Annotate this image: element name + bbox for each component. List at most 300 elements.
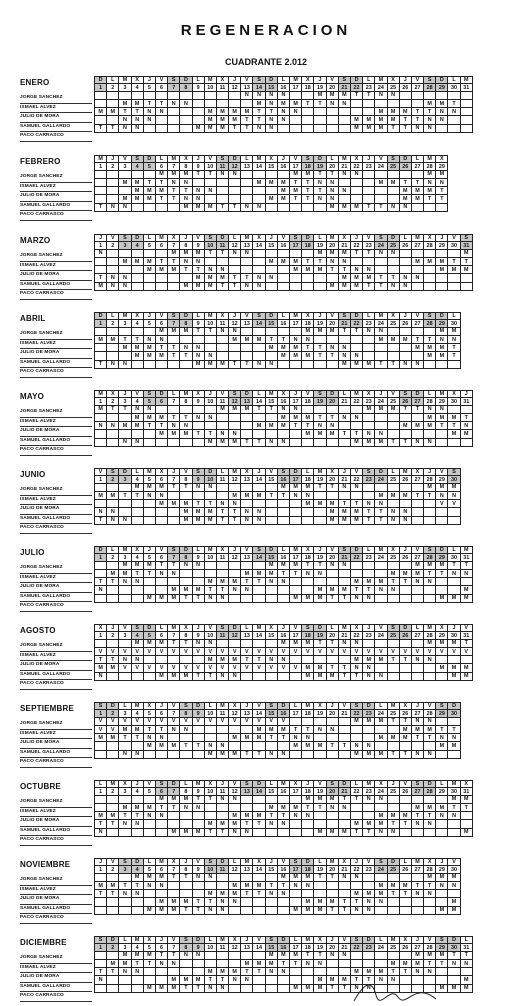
day-number-cell: 13 xyxy=(241,320,253,327)
shift-cell xyxy=(375,170,387,178)
shift-cell xyxy=(131,91,143,99)
shift-cell xyxy=(107,906,119,914)
shift-row xyxy=(95,352,461,360)
shift-cell: M xyxy=(216,274,228,282)
weekday-cell: D xyxy=(326,391,338,398)
day-number-cell: 18 xyxy=(302,320,314,327)
shift-cell xyxy=(155,976,167,984)
shift-cell xyxy=(143,508,155,516)
shift-cell xyxy=(326,405,338,413)
shift-cell: M xyxy=(131,951,143,959)
weekday-cell: J xyxy=(204,391,216,398)
shift-cell xyxy=(448,890,460,898)
day-number-cell: 2 xyxy=(107,320,119,327)
shift-cell: M xyxy=(436,344,448,352)
shift-cell: M xyxy=(168,430,180,438)
weekday-cell: L xyxy=(363,77,375,84)
day-number-cell: 22 xyxy=(350,398,362,405)
shift-cell: M xyxy=(314,500,326,508)
shift-cell: M xyxy=(375,820,387,828)
shift-cell: T xyxy=(180,413,192,421)
shift-cell: N xyxy=(265,116,277,124)
shift-cell xyxy=(338,422,350,430)
shift-row xyxy=(95,578,473,586)
shift-cell xyxy=(143,360,155,368)
day-number-cell: 27 xyxy=(411,710,423,717)
day-number-cell: 13 xyxy=(241,242,253,249)
shift-cell: N xyxy=(436,734,448,742)
shift-cell: N xyxy=(241,508,253,516)
shift-cell: T xyxy=(314,187,326,195)
day-number-cell: 21 xyxy=(338,554,350,561)
shift-cell: N xyxy=(241,282,253,290)
shift-row xyxy=(95,959,473,967)
day-number-cell: 19 xyxy=(314,398,326,405)
shift-cell: N xyxy=(350,639,362,647)
shift-cell: M xyxy=(314,266,326,274)
shift-cell: M xyxy=(192,828,204,836)
day-number-cell: 1 xyxy=(95,710,107,717)
day-number-cell: 7 xyxy=(168,242,180,249)
weekday-cell: M xyxy=(119,77,131,84)
shift-cell xyxy=(229,594,241,602)
shift-cell: N xyxy=(326,803,338,811)
weekday-cell: M xyxy=(241,859,253,866)
shift-cell xyxy=(216,195,228,203)
shift-cell xyxy=(363,108,375,116)
shift-cell: M xyxy=(448,413,460,421)
shift-cell: M xyxy=(363,274,375,282)
weekday-cell: V xyxy=(168,703,180,710)
weekday-cell: X xyxy=(424,859,436,866)
shift-cell: T xyxy=(399,116,411,124)
shift-cell: T xyxy=(180,639,192,647)
shift-cell: N xyxy=(375,795,387,803)
shift-cell: V xyxy=(241,664,253,672)
shift-cell xyxy=(119,873,131,881)
shift-cell: N xyxy=(229,898,241,906)
day-number-cell: 9 xyxy=(192,788,204,795)
staff-name: PACO CARRASCO xyxy=(20,368,92,378)
day-number-cell: 2 xyxy=(107,632,119,639)
day-number-cell: 17 xyxy=(290,632,302,639)
shift-cell xyxy=(107,170,119,178)
shift-cell xyxy=(363,491,375,499)
shift-cell: N xyxy=(131,890,143,898)
day-number-cell: 11 xyxy=(216,866,228,873)
shift-cell: M xyxy=(387,178,399,186)
shift-cell: T xyxy=(204,795,216,803)
weekday-cell: L xyxy=(277,313,289,320)
weekday-cell: V xyxy=(387,391,399,398)
shift-cell xyxy=(436,508,448,516)
day-number-cell: 23 xyxy=(363,320,375,327)
weekday-cell: D xyxy=(180,313,192,320)
shift-cell: T xyxy=(229,282,241,290)
shift-cell: T xyxy=(95,890,107,898)
day-number-cell: 8 xyxy=(180,320,192,327)
shift-cell: T xyxy=(436,422,448,430)
shift-cell xyxy=(277,124,289,132)
shift-cell xyxy=(411,413,423,421)
weekday-cell: V xyxy=(253,937,265,944)
staff-name: SAMUEL GALLARDO xyxy=(20,437,92,447)
shift-cell: M xyxy=(460,984,472,992)
weekday-cell: S xyxy=(253,313,265,320)
shift-cell: T xyxy=(411,812,423,820)
day-number-cell: 24 xyxy=(375,398,387,405)
shift-cell xyxy=(265,249,277,257)
shift-cell: M xyxy=(229,881,241,889)
shift-cell xyxy=(350,178,362,186)
shift-cell: M xyxy=(155,430,167,438)
shift-cell: N xyxy=(131,578,143,586)
shift-row xyxy=(95,717,461,725)
weekday-cell: X xyxy=(241,469,253,476)
shift-cell: M xyxy=(363,750,375,758)
day-number-cell: 23 xyxy=(363,84,375,91)
shift-cell xyxy=(290,820,302,828)
shift-cell: T xyxy=(107,656,119,664)
shift-cell: N xyxy=(131,116,143,124)
shift-cell: N xyxy=(314,959,326,967)
shift-cell: M xyxy=(155,594,167,602)
shift-cell xyxy=(424,898,436,906)
weekday-cell: D xyxy=(302,235,314,242)
shift-cell xyxy=(95,569,107,577)
day-number-cell: 26 xyxy=(399,554,411,561)
shift-cell: T xyxy=(338,795,350,803)
shift-cell: V xyxy=(411,647,423,655)
day-number-cell: 4 xyxy=(131,944,143,951)
day-number-cell: 10 xyxy=(204,242,216,249)
shift-cell xyxy=(216,99,228,107)
weekday-cell: S xyxy=(350,937,362,944)
shift-cell xyxy=(350,335,362,343)
shift-cell: T xyxy=(265,491,277,499)
shift-cell: M xyxy=(290,561,302,569)
shift-cell: M xyxy=(338,282,350,290)
staff-name: JULIO DE MORA xyxy=(20,817,92,827)
weekday-cell: M xyxy=(180,391,192,398)
shift-cell xyxy=(95,873,107,881)
shift-cell: V xyxy=(95,725,107,733)
shift-cell: M xyxy=(338,586,350,594)
shift-cell xyxy=(180,91,192,99)
weekday-cell: X xyxy=(155,469,167,476)
shift-cell: V xyxy=(204,717,216,725)
weekday-cell: D xyxy=(229,156,241,163)
shift-cell: M xyxy=(375,717,387,725)
weekday-cell: V xyxy=(424,703,436,710)
day-number-cell: 11 xyxy=(216,84,228,91)
shift-cell: T xyxy=(350,976,362,984)
shift-cell: M xyxy=(131,639,143,647)
day-number-cell: 8 xyxy=(180,632,192,639)
shift-cell xyxy=(338,881,350,889)
shift-cell xyxy=(411,249,423,257)
shift-cell: N xyxy=(107,274,119,282)
shift-cell: M xyxy=(143,639,155,647)
shift-cell: N xyxy=(168,959,180,967)
shift-cell: M xyxy=(326,430,338,438)
shift-cell xyxy=(180,274,192,282)
shift-cell: M xyxy=(95,491,107,499)
day-number-cell: 25 xyxy=(387,398,399,405)
shift-cell: N xyxy=(363,742,375,750)
shift-cell xyxy=(460,91,472,99)
month-block xyxy=(0,76,532,146)
shift-cell: M xyxy=(424,344,436,352)
shift-cell: N xyxy=(131,438,143,446)
shift-cell: M xyxy=(277,483,289,491)
shift-cell xyxy=(168,656,180,664)
shift-cell: N xyxy=(180,422,192,430)
shift-cell: M xyxy=(265,178,277,186)
shift-cell: N xyxy=(204,187,216,195)
day-number-cell: 16 xyxy=(277,398,289,405)
shift-cell xyxy=(95,483,107,491)
weekday-cell: D xyxy=(192,703,204,710)
shift-cell xyxy=(314,812,326,820)
shift-cell xyxy=(387,803,399,811)
shift-cell: N xyxy=(387,203,399,211)
shift-cell xyxy=(411,352,423,360)
shift-cell xyxy=(326,491,338,499)
day-number-cell: 22 xyxy=(350,163,362,170)
staff-names xyxy=(20,642,92,690)
shift-row xyxy=(95,483,461,491)
shift-cell: N xyxy=(326,344,338,352)
month-name: MARZO xyxy=(20,236,51,245)
shift-cell xyxy=(180,108,192,116)
shift-cell xyxy=(180,116,192,124)
shift-cell: M xyxy=(265,803,277,811)
shift-cell: M xyxy=(241,812,253,820)
weekday-cell: S xyxy=(229,391,241,398)
shift-cell: N xyxy=(204,352,216,360)
shift-cell: N xyxy=(216,906,228,914)
weekday-cell: M xyxy=(168,156,180,163)
shift-cell: N xyxy=(265,820,277,828)
weekday-cell: V xyxy=(290,625,302,632)
shift-cell: V xyxy=(143,664,155,672)
day-number-cell: 29 xyxy=(436,398,448,405)
shift-cell: N xyxy=(424,968,436,976)
shift-cell: M xyxy=(290,99,302,107)
weekday-cell: X xyxy=(216,313,228,320)
weekday-cell: L xyxy=(143,235,155,242)
day-number-cell: 28 xyxy=(424,944,436,951)
shift-cell: T xyxy=(216,203,228,211)
shift-cell: T xyxy=(350,828,362,836)
day-number-cell: 17 xyxy=(290,163,302,170)
shift-cell: M xyxy=(314,906,326,914)
shift-cell xyxy=(241,803,253,811)
shift-cell: T xyxy=(302,803,314,811)
shift-cell: M xyxy=(119,959,131,967)
shift-cell: V xyxy=(277,717,289,725)
shift-cell: V xyxy=(265,717,277,725)
weekday-cell: X xyxy=(436,156,448,163)
shift-cell xyxy=(229,742,241,750)
month-block xyxy=(0,546,532,616)
shift-cell xyxy=(424,828,436,836)
shift-cell: M xyxy=(363,968,375,976)
shift-cell xyxy=(180,569,192,577)
shift-cell: M xyxy=(229,405,241,413)
day-number-cell: 16 xyxy=(277,710,289,717)
weekday-cell: S xyxy=(387,156,399,163)
shift-cell: V xyxy=(399,647,411,655)
shift-cell: T xyxy=(326,266,338,274)
shift-cell xyxy=(204,959,216,967)
shift-cell: T xyxy=(399,890,411,898)
shift-cell xyxy=(253,828,265,836)
shift-cell: N xyxy=(119,578,131,586)
weekday-cell: L xyxy=(229,859,241,866)
staff-name: JULIO DE MORA xyxy=(20,113,92,123)
weekday-cell: S xyxy=(180,937,192,944)
weekday-cell: M xyxy=(314,469,326,476)
weekday-cell: D xyxy=(436,313,448,320)
day-number-cell: 12 xyxy=(229,866,241,873)
shift-cell: T xyxy=(180,483,192,491)
shift-cell: T xyxy=(155,951,167,959)
shift-cell: T xyxy=(314,951,326,959)
shift-cell: M xyxy=(411,803,423,811)
day-number-cell: 15 xyxy=(265,320,277,327)
shift-cell: N xyxy=(131,656,143,664)
weekday-cell: X xyxy=(265,156,277,163)
shift-cell xyxy=(326,968,338,976)
day-number-cell: 5 xyxy=(143,163,155,170)
shift-cell xyxy=(399,500,411,508)
shift-cell: N xyxy=(399,282,411,290)
weekday-cell: M xyxy=(155,235,167,242)
shift-cell: M xyxy=(180,430,192,438)
shift-cell xyxy=(350,881,362,889)
weekday-cell: S xyxy=(168,547,180,554)
shift-cell xyxy=(290,430,302,438)
shift-cell: T xyxy=(155,725,167,733)
shift-cell: T xyxy=(424,881,436,889)
shift-cell: T xyxy=(302,195,314,203)
day-number-cell: 29 xyxy=(436,476,448,483)
shift-cell: N xyxy=(241,828,253,836)
day-number-cell: 4 xyxy=(131,84,143,91)
shift-cell: M xyxy=(155,413,167,421)
weekday-cell: X xyxy=(131,313,143,320)
day-number-cell: 10 xyxy=(204,710,216,717)
shift-cell: T xyxy=(375,274,387,282)
shift-cell: T xyxy=(399,656,411,664)
shift-cell: M xyxy=(180,500,192,508)
shift-cell: T xyxy=(399,405,411,413)
shift-cell xyxy=(143,578,155,586)
shift-cell: N xyxy=(204,266,216,274)
shift-cell: M xyxy=(229,491,241,499)
shift-cell: T xyxy=(229,124,241,132)
shift-cell xyxy=(143,91,155,99)
shift-cell: T xyxy=(338,984,350,992)
shift-cell xyxy=(229,266,241,274)
shift-cell: M xyxy=(399,881,411,889)
shift-cell xyxy=(265,187,277,195)
shift-row xyxy=(95,516,461,524)
shift-cell: T xyxy=(448,725,460,733)
shift-cell: N xyxy=(192,951,204,959)
shift-cell xyxy=(314,203,326,211)
shift-cell: M xyxy=(387,569,399,577)
shift-cell: M xyxy=(119,257,131,265)
shift-cell xyxy=(265,984,277,992)
shift-cell: V xyxy=(363,647,375,655)
shift-cell: V xyxy=(204,664,216,672)
shift-cell xyxy=(387,561,399,569)
day-number-cell: 18 xyxy=(302,84,314,91)
shift-cell: T xyxy=(241,124,253,132)
shift-cell: T xyxy=(448,561,460,569)
shift-row xyxy=(95,178,448,186)
shift-cell xyxy=(265,742,277,750)
shift-cell: M xyxy=(326,672,338,680)
shift-cell xyxy=(399,906,411,914)
shift-cell: T xyxy=(424,491,436,499)
shift-cell: N xyxy=(253,91,265,99)
day-number-cell: 1 xyxy=(95,632,107,639)
shift-cell xyxy=(302,516,314,524)
shift-cell xyxy=(119,327,131,335)
weekday-cell: M xyxy=(411,235,423,242)
shift-cell: M xyxy=(180,795,192,803)
shift-cell: V xyxy=(155,717,167,725)
shift-cell xyxy=(399,249,411,257)
shift-row xyxy=(95,828,473,836)
weekday-cell: X xyxy=(399,937,411,944)
shift-row xyxy=(95,170,448,178)
shift-cell xyxy=(436,672,448,680)
shift-cell: M xyxy=(95,282,107,290)
shift-cell: N xyxy=(326,187,338,195)
weekday-cell: D xyxy=(399,156,411,163)
shift-cell: T xyxy=(192,594,204,602)
shift-cell: M xyxy=(350,282,362,290)
staff-names xyxy=(20,564,92,612)
shift-cell: M xyxy=(436,984,448,992)
weekday-cell: M xyxy=(326,235,338,242)
weekday-cell: L xyxy=(131,469,143,476)
weekday-cell: M xyxy=(204,547,216,554)
weekday-cell: M xyxy=(277,781,289,788)
shift-cell xyxy=(326,124,338,132)
weekday-cell: D xyxy=(277,937,289,944)
shift-cell: T xyxy=(229,274,241,282)
shift-cell xyxy=(241,344,253,352)
weekday-cell: M xyxy=(265,391,277,398)
shift-cell xyxy=(143,898,155,906)
weekday-cell: V xyxy=(192,859,204,866)
day-number-cell: 17 xyxy=(290,320,302,327)
shift-cell: M xyxy=(338,91,350,99)
shift-cell: N xyxy=(363,594,375,602)
weekday-cell: L xyxy=(411,156,423,163)
weekday-cell: D xyxy=(204,469,216,476)
weekday-cell: S xyxy=(375,235,387,242)
day-number-cell: 13 xyxy=(241,554,253,561)
shift-cell: N xyxy=(436,405,448,413)
shift-cell: M xyxy=(131,725,143,733)
